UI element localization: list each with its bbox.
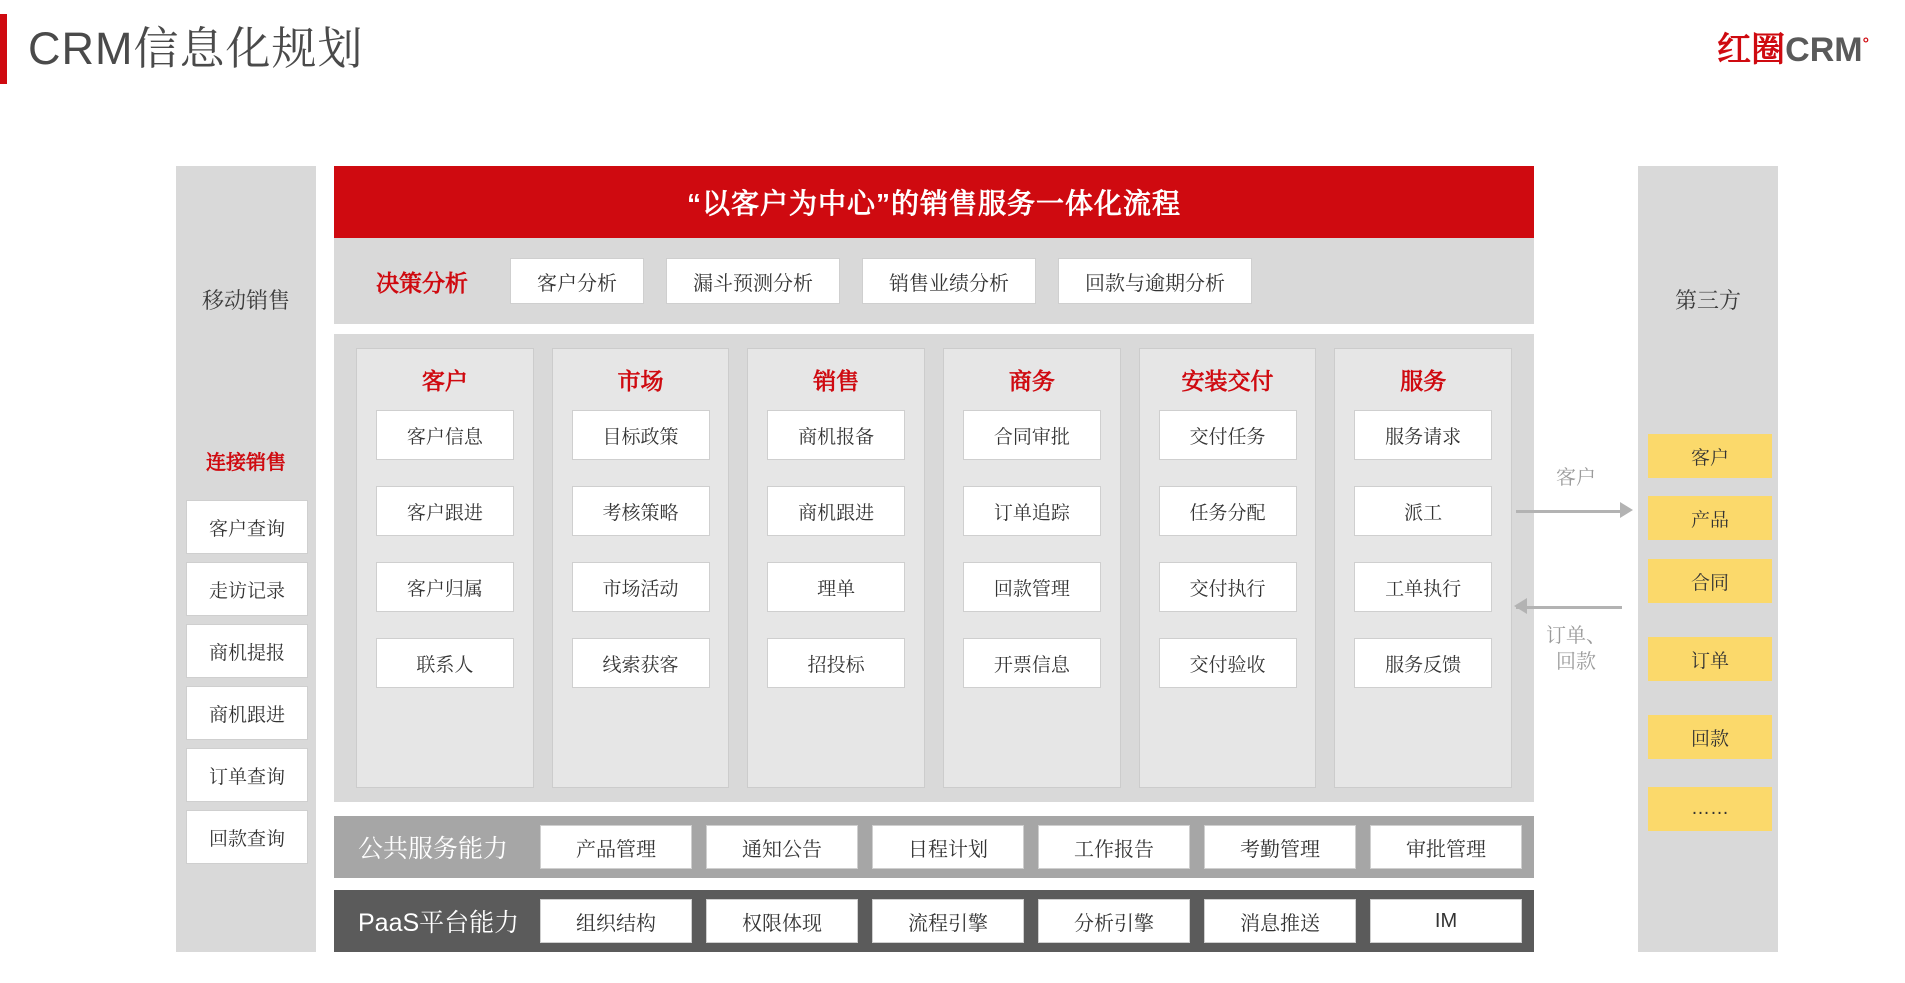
paas-item-4[interactable]: 消息推送 xyxy=(1204,899,1356,943)
domain-item-delivery-1[interactable]: 任务分配 xyxy=(1159,486,1297,536)
domain-item-customer-0[interactable]: 客户信息 xyxy=(376,410,514,460)
domain-item-service-0[interactable]: 服务请求 xyxy=(1354,410,1492,460)
domain-item-sales-1[interactable]: 商机跟进 xyxy=(767,486,905,536)
process-banner: “以客户为中心”的销售服务一体化流程 xyxy=(334,166,1534,238)
domain-title-market: 市场 xyxy=(617,368,664,394)
domain-item-sales-3[interactable]: 招投标 xyxy=(767,638,905,688)
domain-column-delivery xyxy=(1139,348,1317,788)
domain-title-business: 商务 xyxy=(1008,368,1055,394)
domain-item-market-0[interactable]: 目标政策 xyxy=(572,410,710,460)
domain-item-delivery-2[interactable]: 交付执行 xyxy=(1159,562,1297,612)
third-party-item-1[interactable]: 产品 xyxy=(1648,496,1772,540)
domain-title-sales: 销售 xyxy=(813,368,860,394)
mobile-sales-item-2[interactable]: 商机提报 xyxy=(186,624,308,678)
domain-title-delivery: 安装交付 xyxy=(1181,368,1274,394)
public-service-item-5[interactable]: 审批管理 xyxy=(1370,825,1522,869)
arrow-head-right-icon xyxy=(1620,502,1633,518)
domain-item-delivery-3[interactable]: 交付验收 xyxy=(1159,638,1297,688)
arrow-label-customer: 客户 xyxy=(1556,467,1596,489)
domain-item-business-1[interactable]: 订单追踪 xyxy=(963,486,1101,536)
page-header xyxy=(0,0,1905,104)
domain-item-sales-0[interactable]: 商机报备 xyxy=(767,410,905,460)
mobile-sales-item-5[interactable]: 回款查询 xyxy=(186,810,308,864)
third-party-item-2[interactable]: 合同 xyxy=(1648,559,1772,603)
domain-item-customer-1[interactable]: 客户跟进 xyxy=(376,486,514,536)
brand-logo xyxy=(1717,22,1869,71)
public-service-label: 公共服务能力 xyxy=(358,835,509,863)
mobile-sales-item-4[interactable]: 订单查询 xyxy=(186,748,308,802)
brand-name-cn: 红圈 xyxy=(1717,31,1786,69)
domain-item-customer-3[interactable]: 联系人 xyxy=(376,638,514,688)
mobile-sales-title: 移动销售 xyxy=(201,288,290,313)
domain-item-customer-2[interactable]: 客户归属 xyxy=(376,562,514,612)
domain-title-service: 服务 xyxy=(1400,368,1447,394)
decision-analysis-row xyxy=(334,238,1534,324)
domain-column-business xyxy=(943,348,1121,788)
domain-item-business-3[interactable]: 开票信息 xyxy=(963,638,1101,688)
third-party-item-5[interactable]: …… xyxy=(1648,787,1772,831)
brand-name-en: CRM xyxy=(1785,31,1863,69)
domain-item-business-0[interactable]: 合同审批 xyxy=(963,410,1101,460)
mobile-sales-item-0[interactable]: 客户查询 xyxy=(186,500,308,554)
public-service-item-3[interactable]: 工作报告 xyxy=(1038,825,1190,869)
domain-columns xyxy=(334,334,1534,802)
brand-degree-icon: ° xyxy=(1862,35,1869,53)
arrow-head-left-icon xyxy=(1514,598,1527,614)
third-party-title: 第三方 xyxy=(1674,288,1741,313)
paas-item-3[interactable]: 分析引擎 xyxy=(1038,899,1190,943)
public-service-item-4[interactable]: 考勤管理 xyxy=(1204,825,1356,869)
domain-column-customer xyxy=(356,348,534,788)
header-accent-bar xyxy=(0,14,7,84)
mobile-sales-item-1[interactable]: 走访记录 xyxy=(186,562,308,616)
paas-row xyxy=(334,890,1534,952)
domain-item-service-3[interactable]: 服务反馈 xyxy=(1354,638,1492,688)
public-service-item-2[interactable]: 日程计划 xyxy=(872,825,1024,869)
diagram-canvas xyxy=(0,104,1905,983)
domain-column-service xyxy=(1334,348,1512,788)
mobile-sales-item-3[interactable]: 商机跟进 xyxy=(186,686,308,740)
decision-item-2[interactable]: 销售业绩分析 xyxy=(862,258,1036,304)
arrow-line-left xyxy=(1516,606,1622,609)
paas-label: PaaS平台能力 xyxy=(358,909,520,937)
arrow-line-right xyxy=(1516,510,1622,513)
domain-item-sales-2[interactable]: 理单 xyxy=(767,562,905,612)
domain-item-delivery-0[interactable]: 交付任务 xyxy=(1159,410,1297,460)
arrow-label-payment: 回款 xyxy=(1556,651,1596,673)
domain-item-market-2[interactable]: 市场活动 xyxy=(572,562,710,612)
domain-title-customer: 客户 xyxy=(421,368,468,394)
integration-arrows xyxy=(1516,467,1636,784)
domain-column-market xyxy=(552,348,730,788)
public-service-item-1[interactable]: 通知公告 xyxy=(706,825,858,869)
decision-analysis-label: 决策分析 xyxy=(376,269,468,296)
public-service-item-0[interactable]: 产品管理 xyxy=(540,825,692,869)
domain-item-market-3[interactable]: 线索获客 xyxy=(572,638,710,688)
paas-item-5[interactable]: IM xyxy=(1370,899,1522,943)
decision-item-0[interactable]: 客户分析 xyxy=(510,258,644,304)
decision-item-1[interactable]: 漏斗预测分析 xyxy=(666,258,840,304)
domain-item-market-1[interactable]: 考核策略 xyxy=(572,486,710,536)
decision-item-3[interactable]: 回款与逾期分析 xyxy=(1058,258,1252,304)
domain-item-business-2[interactable]: 回款管理 xyxy=(963,562,1101,612)
third-party-item-3[interactable]: 订单 xyxy=(1648,637,1772,681)
arrow-label-order: 订单、 xyxy=(1546,625,1606,647)
paas-item-2[interactable]: 流程引擎 xyxy=(872,899,1024,943)
third-party-item-0[interactable]: 客户 xyxy=(1648,434,1772,478)
domain-item-service-2[interactable]: 工单执行 xyxy=(1354,562,1492,612)
third-party-item-4[interactable]: 回款 xyxy=(1648,715,1772,759)
paas-item-0[interactable]: 组织结构 xyxy=(540,899,692,943)
page-title: CRM信息化规划 xyxy=(28,23,364,74)
public-service-row xyxy=(334,816,1534,878)
paas-item-1[interactable]: 权限体现 xyxy=(706,899,858,943)
center-block xyxy=(334,166,1534,952)
domain-column-sales xyxy=(747,348,925,788)
connected-sales-subtitle: 连接销售 xyxy=(206,452,286,474)
domain-item-service-1[interactable]: 派工 xyxy=(1354,486,1492,536)
